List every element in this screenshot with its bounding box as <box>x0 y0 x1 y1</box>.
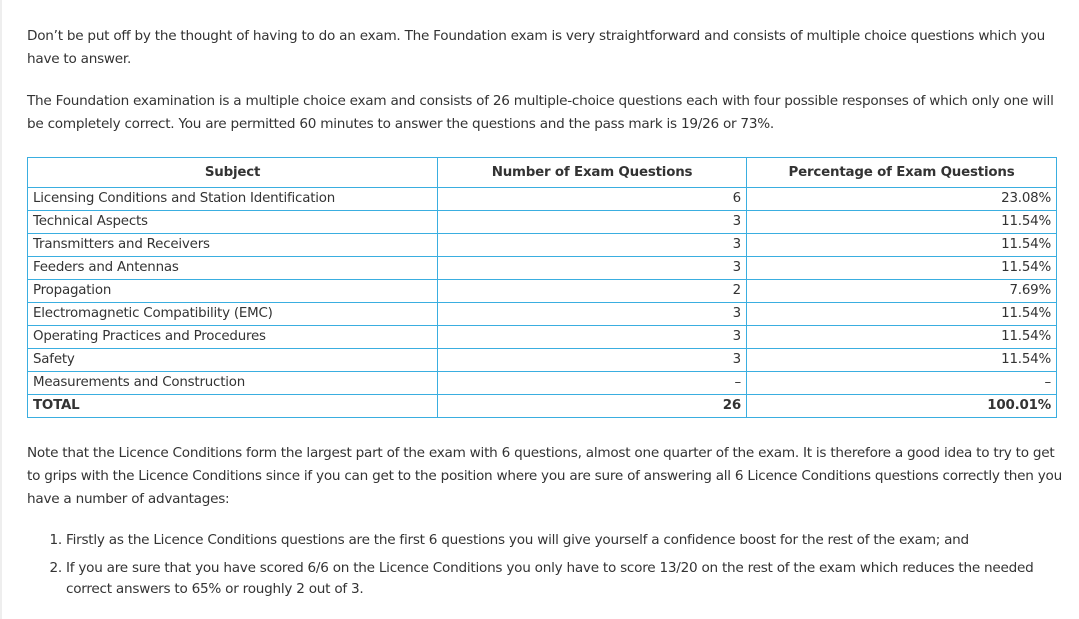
table-row <box>28 280 1057 303</box>
cell-subject: Transmitters and Receivers <box>28 234 438 257</box>
cell-subject: Measurements and Construction <box>28 372 438 395</box>
cell-subject: Technical Aspects <box>28 211 438 234</box>
table-row <box>28 188 1057 211</box>
total-percent: 100.01% <box>747 395 1057 418</box>
table-row <box>28 234 1057 257</box>
cell-count: 2 <box>438 280 747 303</box>
cell-subject: Licensing Conditions and Station Identification <box>28 188 438 211</box>
table-row <box>28 303 1057 326</box>
cell-percent: 11.54% <box>747 234 1057 257</box>
cell-count: 3 <box>438 257 747 280</box>
cell-count: 3 <box>438 234 747 257</box>
advantages-list <box>48 530 1066 607</box>
cell-count: 3 <box>438 211 747 234</box>
header-number-of-questions: Number of Exam Questions <box>438 158 747 188</box>
cell-percent: 7.69% <box>747 280 1057 303</box>
cell-subject: Feeders and Antennas <box>28 257 438 280</box>
cell-percent: 11.54% <box>747 257 1057 280</box>
total-count: 26 <box>438 395 747 418</box>
table-row <box>28 326 1057 349</box>
cell-percent: 11.54% <box>747 326 1057 349</box>
cell-count: 3 <box>438 326 747 349</box>
table-row <box>28 257 1057 280</box>
intro-paragraph-1: Don’t be put off by the thought of having to do an exam. The Foundation exam is very straightforward and consists of multiple choice questions which you have to answer. <box>27 28 1045 67</box>
cell-percent: 11.54% <box>747 303 1057 326</box>
list-item: 2. If you are sure that you have scored 6/6 on the Licence Conditions you only have to score 13/20 on the rest of the exam which reduces the needed correct answers to 65% or roughly 2 out of 3. <box>66 558 1066 600</box>
cell-count: 3 <box>438 349 747 372</box>
cell-subject: Operating Practices and Procedures <box>28 326 438 349</box>
cell-subject: Safety <box>28 349 438 372</box>
cell-count: 3 <box>438 303 747 326</box>
table-row <box>28 211 1057 234</box>
cell-count: 6 <box>438 188 747 211</box>
cell-subject: Electromagnetic Compatibility (EMC) <box>28 303 438 326</box>
left-edge-divider <box>0 0 2 619</box>
exam-questions-table <box>27 157 1057 418</box>
header-subject: Subject <box>28 158 438 188</box>
table-row <box>28 372 1057 395</box>
cell-percent: – <box>747 372 1057 395</box>
total-label: TOTAL <box>28 395 438 418</box>
cell-subject: Propagation <box>28 280 438 303</box>
cell-count: – <box>438 372 747 395</box>
note-paragraph: Note that the Licence Conditions form the largest part of the exam with 6 questions, almost one quarter of the exam. It is therefore a good idea to try to get to grips with the Licence Conditions since if you can get to the position where you are sure of answering all 6 Licence Conditions questions correctly then you have a number of advantages: <box>27 445 1062 507</box>
header-percentage: Percentage of Exam Questions <box>747 158 1057 188</box>
table-row <box>28 349 1057 372</box>
cell-percent: 23.08% <box>747 188 1057 211</box>
table-total-row <box>28 395 1057 418</box>
table-header-row <box>28 158 1057 188</box>
list-item: 1. Firstly as the Licence Conditions questions are the first 6 questions you will give yourself a confidence boost for the rest of the exam; and <box>66 530 1066 551</box>
cell-percent: 11.54% <box>747 211 1057 234</box>
cell-percent: 11.54% <box>747 349 1057 372</box>
intro-paragraph-2: The Foundation examination is a multiple choice exam and consists of 26 multiple-choice questions each with four possible responses of which only one will be completely correct. You are permitted 60 minutes to answer the questions and the pass mark is 19/26 or 73%. <box>27 93 1054 132</box>
